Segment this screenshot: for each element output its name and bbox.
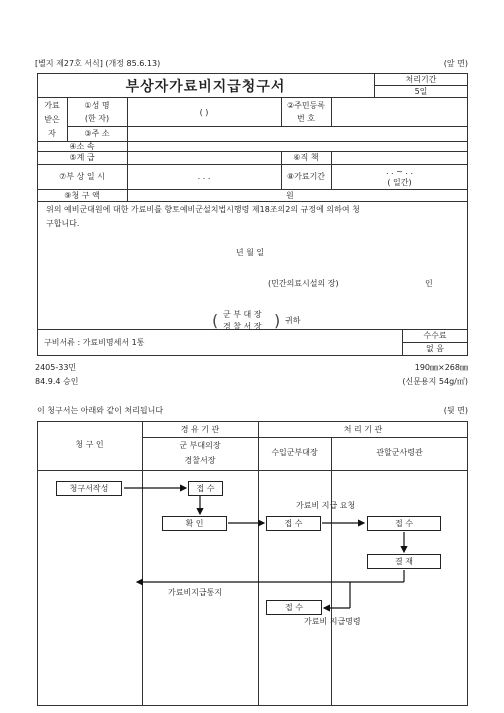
amount-unit: 원 [286, 191, 294, 200]
recipient-top: 군 부 대 장 [223, 310, 262, 319]
left-brace: ( [212, 311, 219, 330]
step-receive-2: 접 수 [266, 516, 321, 531]
page-side-front: (앞 면) [443, 59, 468, 68]
treatment-dates-field[interactable]: . . ~ . . [385, 167, 414, 176]
fee-value: 없 음 [426, 344, 444, 353]
step-receive: 접 수 [188, 481, 223, 496]
injury-date-label: ⑦부 상 일 시 [59, 172, 105, 181]
injury-date-field[interactable]: . . . [197, 172, 211, 181]
claimant-label-1: 가료 [44, 101, 60, 110]
col-proc-1: 수입군부대장 [271, 448, 318, 457]
position-label: ⑥직 책 [293, 153, 319, 162]
rrn-label-2: 번 호 [297, 114, 315, 123]
recipient-suffix: 귀하 [285, 316, 301, 325]
name-label: ①성 명 [84, 101, 110, 110]
claimant-label-2: 받은 [44, 115, 60, 124]
order-label: 가료비 지급명령 [304, 617, 361, 626]
footer-approval: 84.9.4 승인 [35, 377, 79, 386]
statement-line-1: 위의 예비군대원에 대한 가료비를 향토예비군설치법시행령 제18조의2의 규정에 의하여 청 [46, 205, 360, 214]
step-receive-3: 접 수 [367, 516, 441, 531]
recipient-bottom: 경 찰 서 장 [223, 322, 262, 331]
claimant-label-3: 자 [48, 129, 56, 138]
col-jurisdiction-sub1: 군 부대의장 [179, 441, 221, 450]
request-label: 가료비 지급 요청 [296, 501, 356, 510]
step-claim-write: 청구서작성 [56, 481, 122, 496]
step-confirm: 확 인 [162, 516, 227, 531]
fee-label: 수수료 [423, 331, 447, 340]
step-approve: 결 재 [367, 554, 441, 569]
footer-code: 2405-33민 [35, 363, 77, 372]
col-processing: 처 리 기 관 [343, 425, 383, 434]
page-side-back: (뒷 면) [443, 406, 468, 415]
hanja-label: (한 자) [84, 114, 110, 123]
treatment-period-label: ⑧가료기간 [286, 172, 326, 181]
footer-size: 190㎜×268㎜ [414, 363, 468, 372]
date-line: 년 월 일 [235, 248, 265, 257]
back-intro: 이 청구서는 아래와 같이 처리됩니다 [37, 406, 164, 415]
hanja-field[interactable]: ( ) [199, 108, 209, 117]
rrn-label: ②주민등록 [286, 101, 326, 110]
address-label: ③주 소 [84, 129, 110, 138]
page-title: 부상자가료비지급청구서 [125, 79, 286, 95]
processing-period-label: 처리기간 [405, 75, 437, 84]
col-jurisdiction: 경 유 기 관 [180, 425, 220, 434]
treatment-days-field[interactable]: ( 일간) [387, 178, 412, 187]
statement-line-2: 구합니다. [46, 219, 80, 228]
amount-label: ⑨청 구 액 [64, 191, 100, 200]
step-receive-4: 접 수 [266, 600, 322, 615]
notify-label: 가료비지급통지 [168, 588, 223, 597]
unit-label: ④소 속 [69, 142, 95, 151]
attachment-note: 구비서류 : 가료비명세서 1통 [44, 338, 145, 347]
col-proc-2: 관할군사령관 [376, 448, 423, 457]
footer-paper: (신문용지 54g/㎡) [402, 377, 468, 386]
col-jurisdiction-sub2: 경찰서장 [184, 456, 216, 465]
col-claimant: 청 구 인 [75, 440, 104, 449]
form-number: [별지 제27호 서식] (개정 85.6.13) [35, 59, 161, 68]
processing-period-value: 5일 [414, 87, 428, 96]
seal-mark: 인 [425, 279, 433, 288]
right-brace: ) [274, 311, 281, 330]
hospital-head-label: (민간의료시설의 장) [268, 279, 339, 288]
rank-label: ⑤계 급 [69, 153, 95, 162]
